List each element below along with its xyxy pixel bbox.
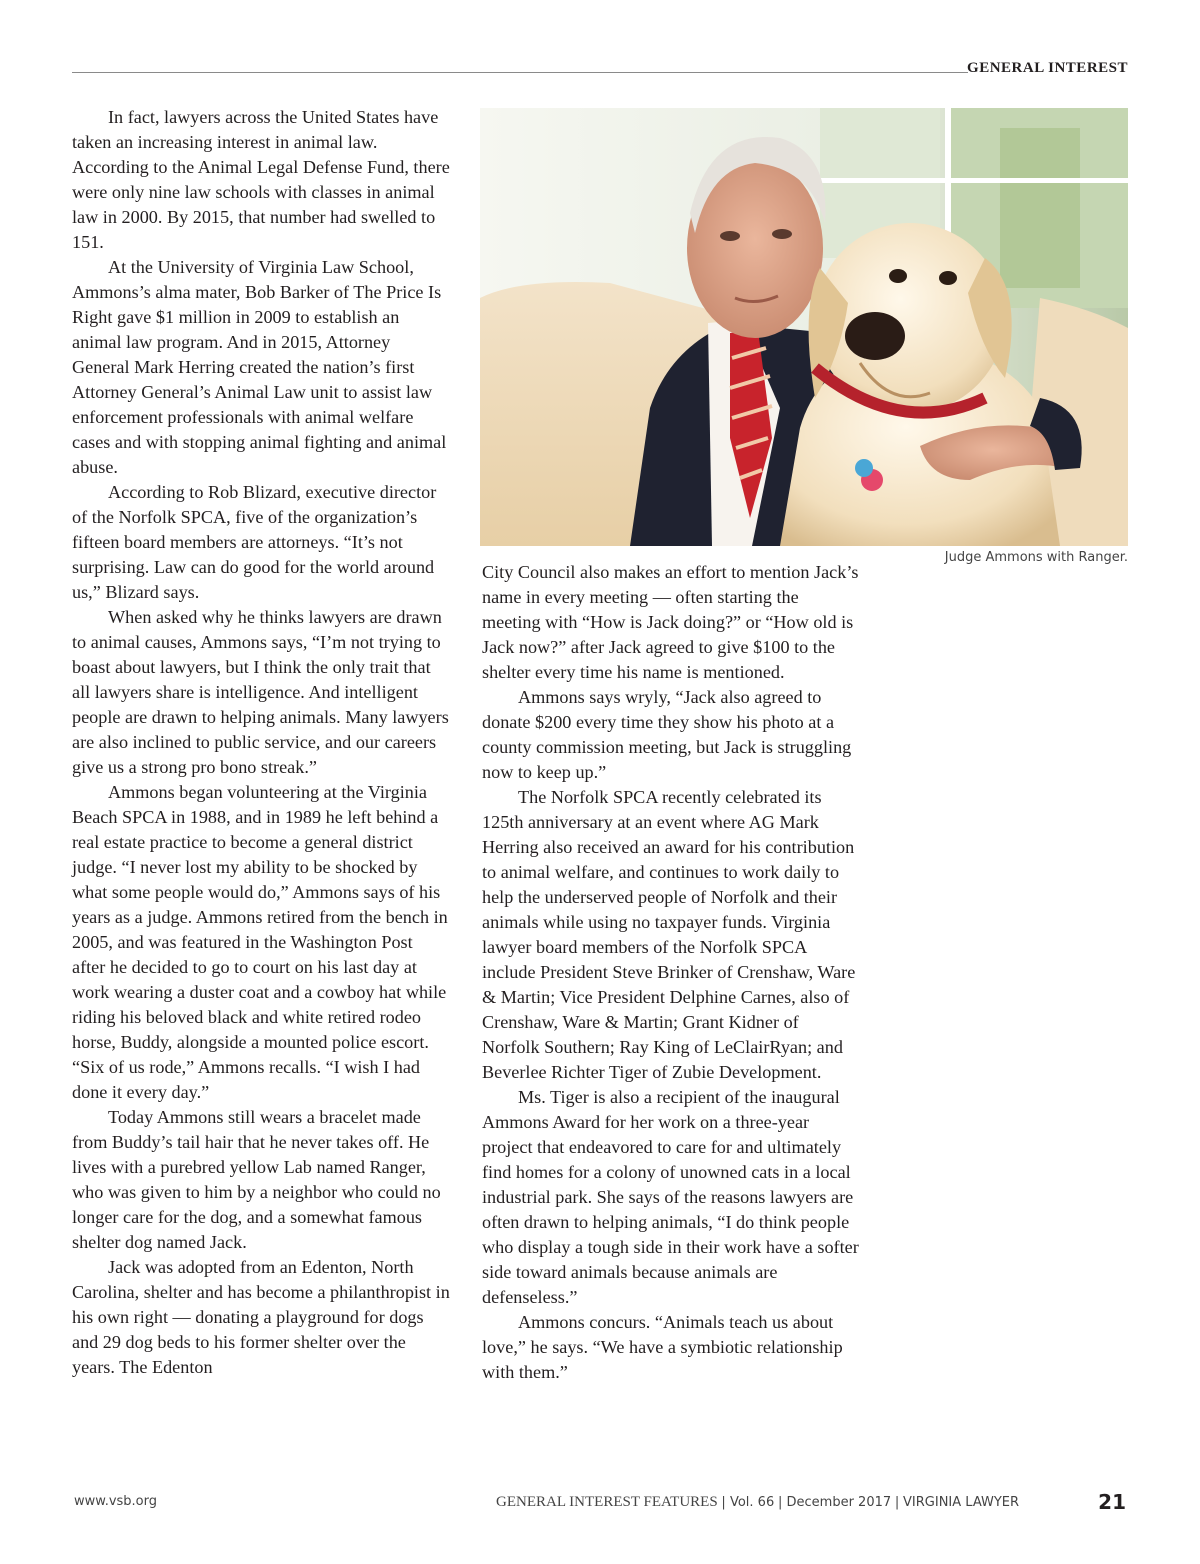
paragraph: When asked why he thinks lawyers are drawn to animal causes, Ammons says, “I’m not trying to boast about lawyers, but I think the only trait that all lawyers share is intelligence. And intelligent people are drawn to helping animals. Many lawyers are also inclined to public service, and our careers give us a strong pro bono streak.” <box>72 607 449 777</box>
page-number: 21 <box>1098 1490 1126 1514</box>
paragraph: Ammons says wryly, “Jack also agreed to donate $200 every time they show his photo at a county commission meeting, but Jack is struggling now to keep up.” <box>482 687 852 782</box>
paragraph: Today Ammons still wears a bracelet made from Buddy’s tail hair that he never takes off. He lives with a purebred yellow Lab named Ranger, who was given to him by a neighbor who could no longer care for the dog, and a somewhat famous shelter dog named Jack. <box>72 1107 441 1252</box>
paragraph: According to Rob Blizard, executive director of the Norfolk SPCA, five of the organization’s fifteen board members are attorneys. “It’s not surprising. Law can do good for the world around us,” Blizard says. <box>72 482 437 602</box>
footer-separator: | <box>721 1495 726 1510</box>
header-rule <box>72 72 968 73</box>
paragraph: Ms. Tiger is also a recipient of the inaugural Ammons Award for her work on a three-year project that endeavored to care for and ultimately find homes for a colony of unowned cats in a local industrial park. She says of the reasons lawyers are often drawn to helping animals, “I do think people who display a tough side in their work have a softer side toward animals because animals are defenseless.” <box>482 1087 859 1307</box>
paragraph: In fact, lawyers across the United States have taken an increasing interest in animal law. According to the Animal Legal Defense Fund, there were only nine law schools with classes in animal law in 2000. By 2015, that number had swelled to 151. <box>72 107 450 252</box>
footer-separator: | <box>894 1495 900 1510</box>
footer-publication-info <box>496 1494 1019 1511</box>
paragraph: At the University of Virginia Law School, Ammons’s alma mater, Bob Barker of The Price Is Right gave $1 million in 2009 to establish an animal law program. And in 2015, Attorney General Mark Herring created the nation’s first Attorney General’s Animal Law unit to assist law enforcement professionals with animal welfare cases and with stopping animal fighting and animal abuse. <box>72 257 447 477</box>
article-column-2 <box>482 560 860 1385</box>
footer-url[interactable]: www.vsb.org <box>74 1494 158 1509</box>
article-column-1 <box>72 105 450 1380</box>
paragraph: Ammons began volunteering at the Virginia Beach SPCA in 1988, and in 1989 he left behind a real estate practice to become a general district judge. “I never lost my ability to be shocked by what some people would do,” Ammons says of his years as a judge. Ammons retired from the bench in 2005, and was featured in the Washington Post after he decided to go to court on his last day at work wearing a duster coat and a cowboy hat while riding his beloved black and white retired rodeo horse, Buddy, alongside a mounted police escort. “Six of us rode,” Ammons recalls. “I wish I had done it every day.” <box>72 782 448 1102</box>
paragraph: Jack was adopted from an Edenton, North Carolina, shelter and has become a philanthropist in his own right — donating a playground for dogs and 29 dog beds to his former shelter over the years. The Edenton <box>72 1257 450 1377</box>
section-label: GENERAL INTEREST <box>967 60 1128 76</box>
footer-publication: VIRGINIA LAWYER <box>903 1495 1020 1510</box>
footer-section: GENERAL INTEREST FEATURES <box>496 1494 718 1510</box>
paragraph: Ammons concurs. “Animals teach us about love,” he says. “We have a symbiotic relationship with them.” <box>482 1312 843 1382</box>
photo-caption: Judge Ammons with Ranger. <box>944 550 1128 565</box>
photo-judge-ammons-with-dog <box>480 108 1128 546</box>
paragraph: The Norfolk SPCA recently celebrated its 125th anniversary at an event where AG Mark Herring also received an award for his contribution to animal welfare, and continues to work daily to help the underserved people of Norfolk and their animals while using no taxpayer funds. Virginia lawyer board members of the Norfolk SPCA include President Steve Brinker of Crenshaw, Ware & Martin; Vice President Delphine Carnes, also of Crenshaw, Ware & Martin; Grant Kidner of Norfolk Southern; Ray King of LeClairRyan; and Beverlee Richter Tiger of Zubie Development. <box>482 787 856 1082</box>
paragraph: City Council also makes an effort to mention Jack’s name in every meeting — often starting the meeting with “How is Jack doing?” or “How old is Jack now?” after Jack agreed to give $100 to the shelter every time his name is mentioned. <box>482 562 859 682</box>
footer-separator: | <box>777 1495 783 1510</box>
footer-date: December 2017 <box>786 1495 892 1510</box>
footer-volume: Vol. 66 <box>729 1495 775 1510</box>
